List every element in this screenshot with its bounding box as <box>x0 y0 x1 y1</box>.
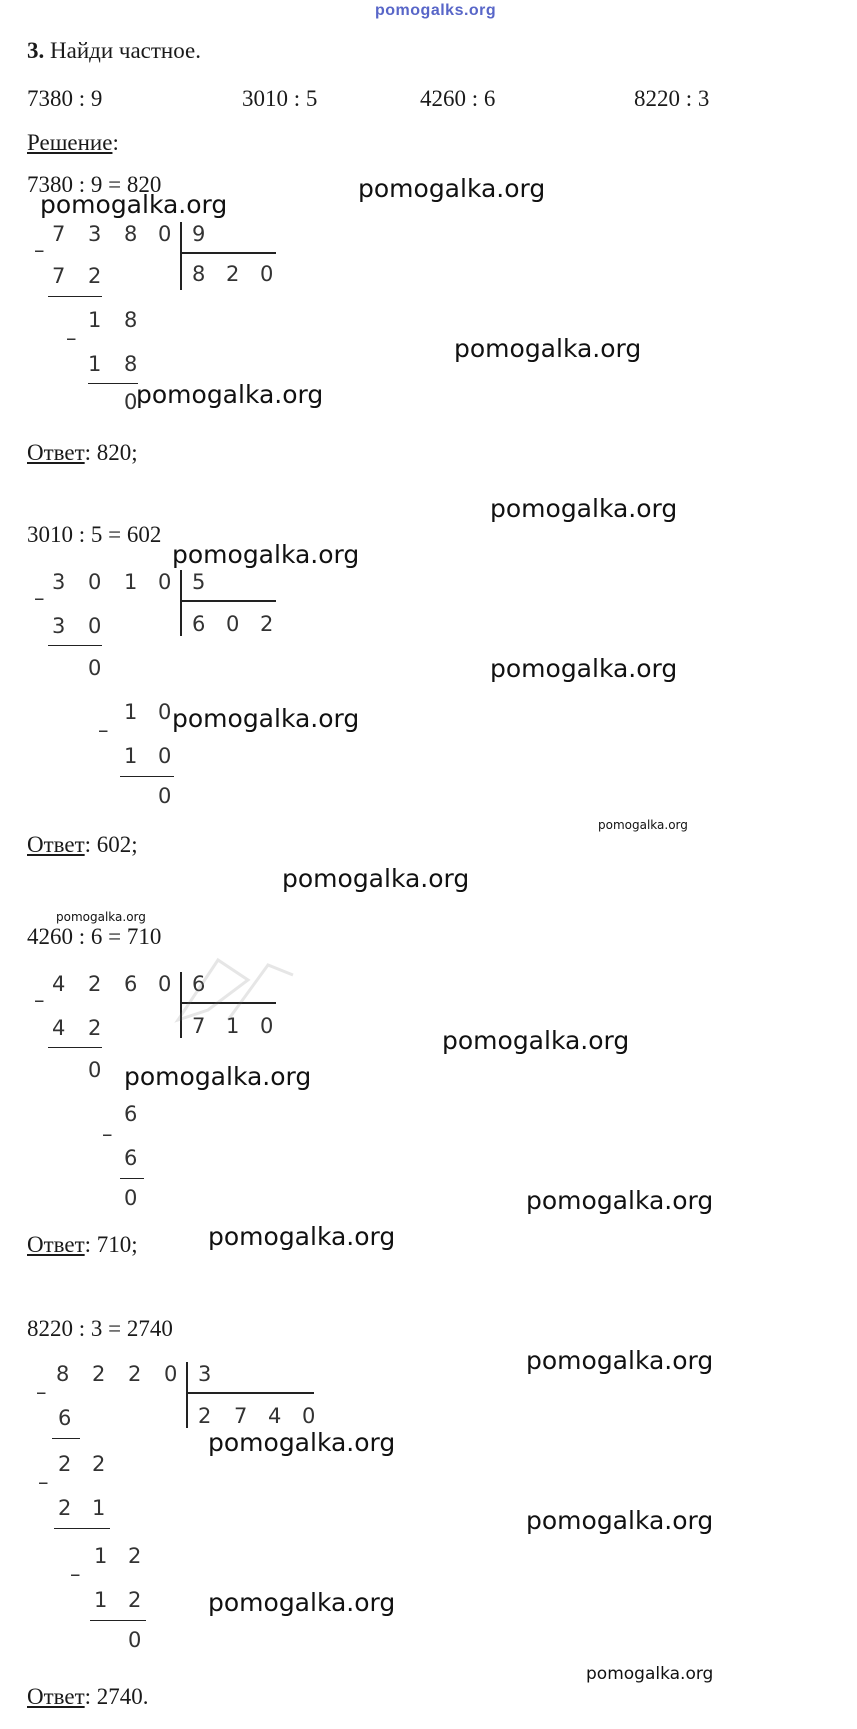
step-digit: 2 <box>92 1452 106 1476</box>
quotient-digit: 6 <box>192 612 206 636</box>
minus-sign: – <box>34 586 45 610</box>
divisor: 3 <box>198 1362 212 1386</box>
step-digit: 0 <box>124 1186 138 1210</box>
problem-2: 3010 : 5 <box>242 86 318 111</box>
dividend-digit: 1 <box>124 570 138 594</box>
step-digit: 8 <box>124 352 138 376</box>
step-digit: 1 <box>124 744 138 768</box>
quotient-digit: 0 <box>260 262 274 286</box>
step-digit: 0 <box>158 784 172 808</box>
step-digit: 4 <box>52 1016 66 1040</box>
answer-1: Ответ: 820; <box>27 440 138 465</box>
task-number: 3. <box>27 38 45 63</box>
watermark: pomogalka.org <box>172 540 360 569</box>
quotient-digit: 2 <box>226 262 240 286</box>
quotient-digit: 0 <box>302 1404 316 1428</box>
quotient-digit: 2 <box>198 1404 212 1428</box>
step-line <box>120 776 174 777</box>
quotient-digit: 0 <box>260 1014 274 1038</box>
step-line <box>48 1047 102 1048</box>
dividend-digit: 0 <box>164 1362 178 1386</box>
step-digit: 2 <box>128 1588 142 1612</box>
step-digit: 6 <box>58 1406 72 1430</box>
problem-1: 7380 : 9 <box>27 86 103 111</box>
minus-sign: – <box>70 1562 81 1586</box>
minus-sign: – <box>66 326 77 350</box>
minus-sign: – <box>98 718 109 742</box>
step-digit: 2 <box>88 264 102 288</box>
step-digit: 0 <box>128 1628 142 1652</box>
step-line <box>90 1620 146 1621</box>
step-digit: 0 <box>88 656 102 680</box>
equation-1: 7380 : 9 = 820 <box>27 172 162 197</box>
minus-sign: – <box>34 238 45 262</box>
step-digit: 8 <box>124 308 138 332</box>
quotient-digit: 8 <box>192 262 206 286</box>
dividend-digit: 0 <box>158 570 172 594</box>
step-digit: 6 <box>124 1146 138 1170</box>
dividend-digit: 8 <box>124 222 138 246</box>
step-digit: 7 <box>52 264 66 288</box>
minus-sign: – <box>102 1122 113 1146</box>
answer-2: Ответ: 602; <box>27 832 138 857</box>
step-digit: 2 <box>128 1544 142 1568</box>
watermark: pomogalka.org <box>208 1428 396 1457</box>
watermark: pomogalka.org <box>358 174 546 203</box>
problem-3: 4260 : 6 <box>420 86 496 111</box>
step-digit: 1 <box>94 1588 108 1612</box>
step-digit: 1 <box>94 1544 108 1568</box>
watermark: pomogalka.org <box>136 380 324 409</box>
step-digit: 6 <box>124 1102 138 1126</box>
step-line <box>88 383 138 384</box>
dividend-digit: 7 <box>52 222 66 246</box>
solution-label: Решение: <box>27 130 119 155</box>
step-line <box>48 296 102 297</box>
quotient-digit: 4 <box>268 1404 282 1428</box>
task-heading <box>27 38 201 64</box>
minus-sign: – <box>38 1470 49 1494</box>
step-line <box>54 1528 110 1529</box>
step-digit: 0 <box>158 744 172 768</box>
step-digit: 0 <box>124 390 138 414</box>
division-bar <box>180 222 182 290</box>
task-text: Найди частное. <box>50 38 201 63</box>
answer-3: Ответ: 710; <box>27 1232 138 1257</box>
minus-sign: – <box>34 988 45 1012</box>
watermark: pomogalka.org <box>490 494 678 523</box>
watermark: pomogalka.org <box>172 704 360 733</box>
minus-sign: – <box>36 1380 47 1404</box>
watermark: pomogalka.org <box>526 1346 714 1375</box>
watermark: pomogalka.org <box>442 1026 630 1055</box>
quotient-line <box>180 252 276 254</box>
quotient-line <box>186 1392 314 1394</box>
division-bar <box>186 1362 188 1428</box>
watermark: pomogalka.org <box>282 864 470 893</box>
divisor: 6 <box>192 972 206 996</box>
step-digit: 1 <box>88 352 102 376</box>
step-digit: 2 <box>58 1496 72 1520</box>
watermark: pomogalka.org <box>526 1186 714 1215</box>
step-digit: 2 <box>58 1452 72 1476</box>
watermark: pomogalka.org <box>56 910 146 924</box>
watermark: pomogalka.org <box>490 654 678 683</box>
answer-4: Ответ: 2740. <box>27 1684 149 1709</box>
step-digit: 2 <box>88 1016 102 1040</box>
dividend-digit: 2 <box>88 972 102 996</box>
watermark: pomogalka.org <box>40 190 228 219</box>
equation-3: 4260 : 6 = 710 <box>27 924 162 949</box>
step-line <box>52 1438 80 1439</box>
dividend-digit: 3 <box>52 570 66 594</box>
watermark: pomogalka.org <box>526 1506 714 1535</box>
watermark: pomogalka.org <box>454 334 642 363</box>
quotient-digit: 2 <box>260 612 274 636</box>
quotient-digit: 7 <box>192 1014 206 1038</box>
dividend-digit: 0 <box>158 972 172 996</box>
step-line <box>120 1178 144 1179</box>
dividend-digit: 8 <box>56 1362 70 1386</box>
quotient-digit: 1 <box>226 1014 240 1038</box>
step-digit: 0 <box>88 614 102 638</box>
watermark: pomogalka.org <box>208 1588 396 1617</box>
divisor: 9 <box>192 222 206 246</box>
equation-2: 3010 : 5 = 602 <box>27 522 162 547</box>
equation-4: 8220 : 3 = 2740 <box>27 1316 173 1341</box>
quotient-digit: 7 <box>234 1404 248 1428</box>
faint-stamp <box>168 950 298 1030</box>
step-digit: 1 <box>92 1496 106 1520</box>
watermark: pomogalka.org <box>586 1664 714 1684</box>
step-digit: 1 <box>124 700 138 724</box>
dividend-digit: 2 <box>92 1362 106 1386</box>
quotient-line <box>180 600 276 602</box>
dividend-digit: 3 <box>88 222 102 246</box>
dividend-digit: 0 <box>158 222 172 246</box>
step-digit: 3 <box>52 614 66 638</box>
dividend-digit: 2 <box>128 1362 142 1386</box>
site-header: pomogalks.org <box>375 2 497 19</box>
step-line <box>48 645 102 646</box>
step-digit: 1 <box>88 308 102 332</box>
quotient-digit: 0 <box>226 612 240 636</box>
watermark: pomogalka.org <box>124 1062 312 1091</box>
watermark: pomogalka.org <box>598 818 688 832</box>
problem-4: 8220 : 3 <box>634 86 710 111</box>
watermark: pomogalka.org <box>208 1222 396 1251</box>
division-bar <box>180 570 182 636</box>
divisor: 5 <box>192 570 206 594</box>
dividend-digit: 0 <box>88 570 102 594</box>
step-digit: 0 <box>158 700 172 724</box>
dividend-digit: 4 <box>52 972 66 996</box>
step-digit: 0 <box>88 1058 102 1082</box>
dividend-digit: 6 <box>124 972 138 996</box>
